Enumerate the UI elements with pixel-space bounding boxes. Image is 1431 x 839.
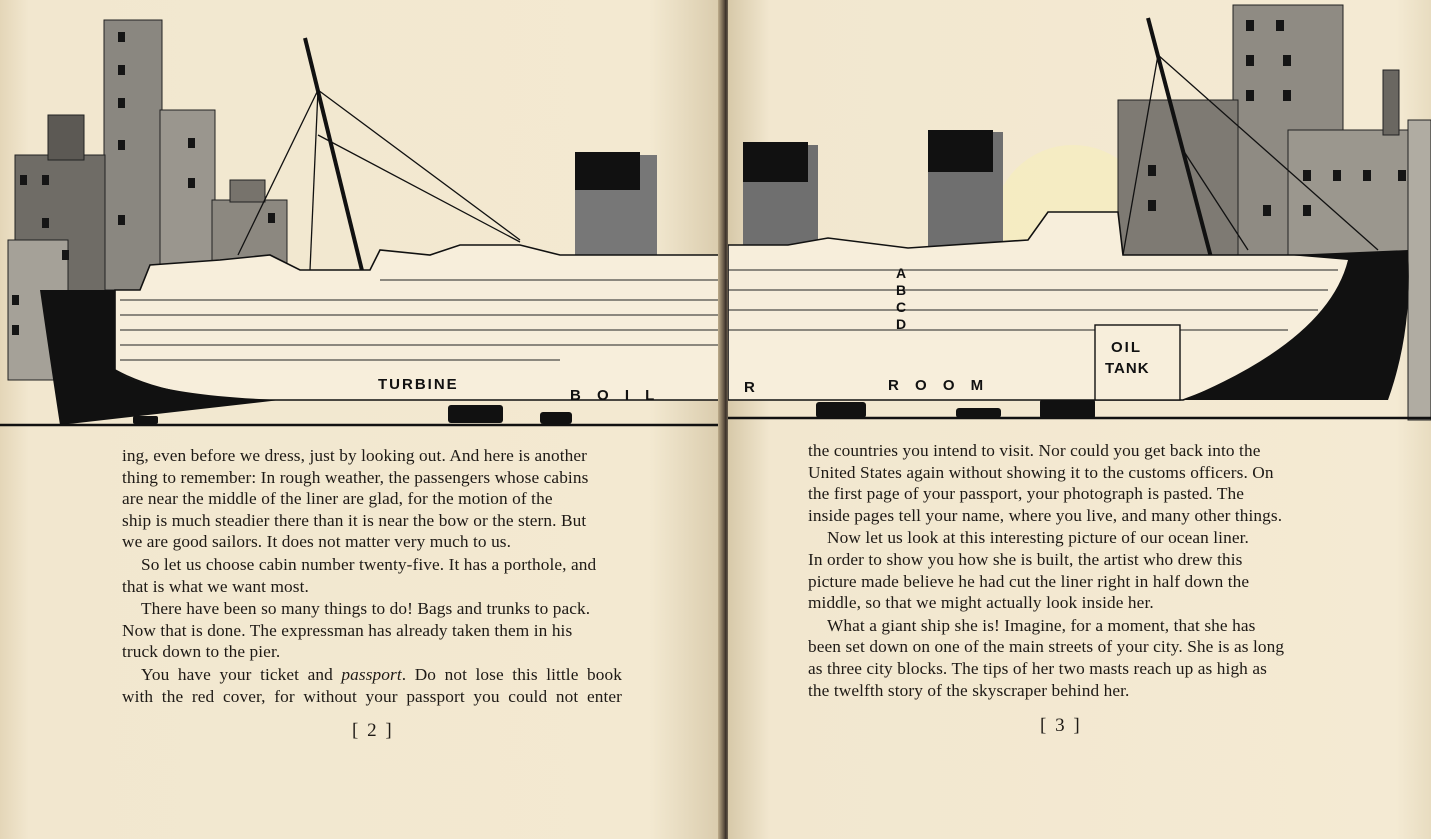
label-room: R O O M: [888, 377, 990, 394]
left-paragraph-4: You have your ticket and passport. Do not lose this little book with the red cover, for without your passport you could not enter: [122, 664, 622, 706]
right-paragraph-2: Now let us look at this interesting picture of our ocean liner. In order to show you how she is built, the artist who drew this picture made believe he had cut the liner right in half down the middle, so that we might actually look inside her.: [808, 528, 1250, 613]
right-paragraph-1: the countries you intend to visit. Nor could you get back into the United States again without showing it to the customs officers. On the first page of your passport, your photograph is pasted. The inside pages tell your name, where you live, and many other things.: [808, 441, 1283, 525]
right-body-text: [808, 440, 1308, 701]
ship-illustration-right: [728, 0, 1431, 430]
funnel-left: [575, 152, 657, 255]
left-body-text: [122, 445, 622, 707]
label-abcd-c: C: [896, 299, 907, 315]
label-abcd-d: D: [896, 316, 907, 332]
left-paragraph-1: ing, even before we dress, just by looking out. And here is another thing to remember: In rough weather, the passengers whose cabins are near the middle of the liner are glad, for the motion of the ship is much steadier there than it is near the bow or the stern. But we are good sailors. It does not matter very much to us.: [122, 446, 589, 552]
left-paragraph-2: So let us choose cabin number twenty-five. It has a porthole, and that is what we want most.: [122, 554, 597, 596]
label-oil: OIL: [1111, 339, 1142, 356]
label-boil: B O I L: [570, 387, 661, 404]
label-abcd-b: B: [896, 282, 907, 298]
right-page: [728, 0, 1431, 839]
left-paragraph-3: There have been so many things to do! Bags and trunks to pack. Now that is done. The expressman has already taken them in his truck down to the pier.: [122, 599, 591, 662]
right-paragraph-3: What a giant ship she is! Imagine, for a moment, that she has been set down on one of the main streets of your city. She is as long as three city blocks. The tips of her two masts reach up as high as the twelfth story of the skyscraper behind her.: [808, 615, 1285, 700]
funnels-right: [743, 130, 1003, 250]
label-turbine: TURBINE: [378, 376, 459, 393]
street-vehicles-right: [816, 400, 1095, 418]
label-abcd-a: A: [896, 265, 907, 281]
label-r: R: [744, 379, 755, 396]
page-number-left: [ 2 ]: [352, 720, 394, 741]
label-tank: TANK: [1105, 360, 1150, 377]
ship-illustration-left: [0, 0, 722, 430]
page-number-right: [ 3 ]: [1040, 715, 1082, 736]
